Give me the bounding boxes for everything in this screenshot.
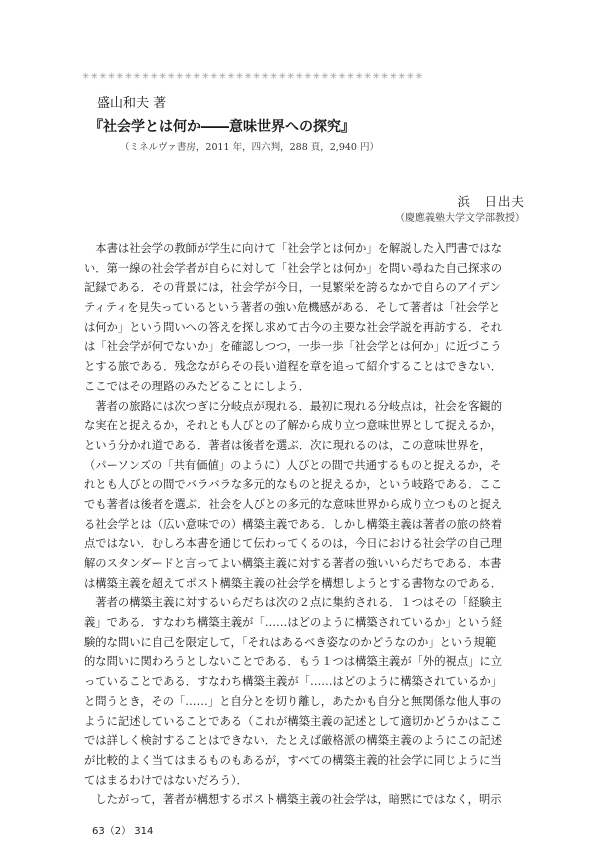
body-text-line: が比較的よく当てはまるものもあるが，すべての構築主義的社会学に同じように当	[84, 753, 502, 767]
body-text-line: っていることである．すなわち構築主義が「……はどのように構築されているか」	[84, 675, 502, 689]
body-text-line: と問うとき，その「……」と自分とを切り離し，あたかも自分と無関係な他人事の	[84, 694, 502, 708]
body-text-line: 験的な問いに自己を限定して，「それはあるべき姿なのかどうなのか」という規範	[84, 635, 497, 649]
body-text-line: は構築主義を超えてポスト構築主義の社会学を構想しようとする書物なのである．	[84, 576, 502, 590]
reviewer-name: 浜 日出夫	[457, 194, 525, 209]
body-text-line: ここではその理路のみたどることにしよう．	[84, 379, 310, 393]
body-text-line: 的な問いに関わろうとしないことである．もう１つは構築主義が「外的視点」に立	[84, 655, 502, 669]
body-text-line: 記録である．その背景には，社会学が今日，一見繁栄を誇るなかで自らのアイデン	[84, 281, 501, 295]
body-text-line: でも著者は後者を選ぶ．社会を人びとの多元的な意味世界から成り立つものと捉え	[84, 497, 503, 511]
review-body-text	[84, 239, 524, 810]
reviewer-affiliation: （慶應義塾大学文学部教授）	[395, 213, 525, 224]
body-text-line: 点ではない．むしろ本書を通じて伝わってくるのは，今日における社会学の自己理	[84, 537, 502, 551]
body-text-line: てはまるわけではないだろう）．	[84, 773, 248, 787]
page-footer-number: 63（2） 314	[92, 826, 154, 837]
book-title: 『社会学とは何か――意味世界への探究』	[89, 119, 355, 135]
body-text-line: は何か」という問いへの答えを探し求めて古今の主要な社会学説を再訪する．それ	[84, 320, 502, 334]
body-text-line: ティティを見失っているという著者の強い危機感がある．そして著者は「社会学と	[84, 301, 501, 315]
body-text-line: では詳しく検討することはできない．たとえば厳格派の構築主義のようにこの記述	[84, 734, 502, 748]
book-publication-info: （ミネルヴァ書房，2011 年，四六判，288 頁，2,940 円）	[120, 142, 379, 153]
body-text-line: 著者の旅路には次つぎに分岐点が現れる．最初に現れる分岐点は，社会を客観的	[84, 399, 502, 413]
body-text-line: な実在と捉えるか，それとも人びとの了解から成り立つ意味世界として捉えるか，	[84, 419, 502, 433]
book-author: 盛山和夫 著	[97, 96, 167, 111]
body-text-line: 本書は社会学の教師が学生に向けて「社会学とは何か」を解説した入門書ではな	[84, 242, 502, 255]
decorative-ornament-rule: ✳✳✳✳✳✳✳✳✳✳✳✳✳✳✳✳✳✳✳✳✳✳✳✳✳✳✳✳✳✳✳✳✳✳✳✳✳✳✳✳	[82, 72, 424, 82]
body-text-line: とする旅である．残念ながらその長い道程を章を追って紹介することはできない．	[84, 360, 502, 374]
body-text-line: （パーソンズの「共有価値」のように）人びとの間で共通するものと捉えるか，そ	[84, 458, 502, 472]
body-text-line: ように記述していることである（これが構築主義の記述として適切かどうかはここ	[84, 714, 502, 728]
body-text-line: 解のスタンダードと言ってよい構築主義に対する著者の強いいらだちである．本書	[84, 557, 502, 570]
body-text-line: い．第一線の社会学者が自らに対して「社会学とは何か」を問い尋ねた自己探求の	[84, 261, 502, 275]
body-text-line: 著者の構築主義に対するいらだちは次の２点に集約される．１つはその「経験主	[84, 596, 502, 610]
body-text-line: という分かれ道である．著者は後者を選ぶ．次に現れるのは，この意味世界を，	[84, 438, 491, 452]
body-text-line: したがって，著者が構想するポスト構築主義の社会学は，暗黙にではなく，明示	[84, 793, 502, 807]
body-text-line: 義」である．すなわち構築主義が「……はどのように構築されているか」という経	[84, 616, 502, 630]
body-text-line: る社会学とは（広い意味での）構築主義である．しかし構築主義は著者の旅の終着	[84, 517, 502, 531]
body-text-line: は「社会学が何でないか」を確認しつつ，一歩一歩「社会学とは何か」に近づこう	[84, 340, 502, 354]
body-text-line: れとも人びとの間でバラバラな多元的なものと捉えるか，という岐路である．ここ	[84, 478, 502, 492]
